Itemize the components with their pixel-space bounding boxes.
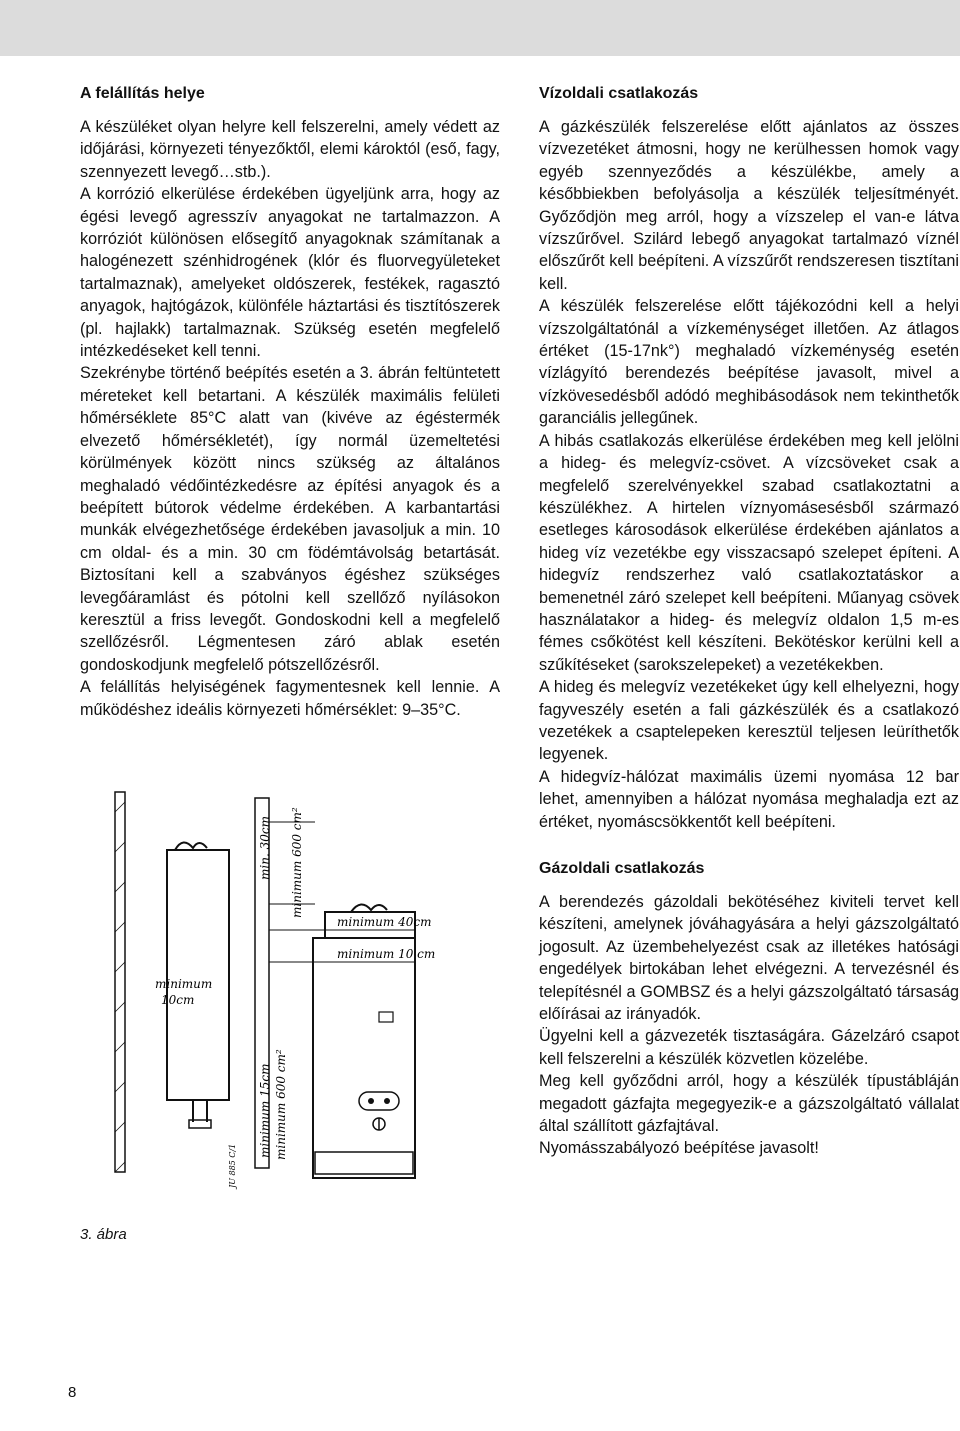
label-minimum: minimum [155,977,213,991]
appliance-side-view [167,850,229,1100]
figure-code: JU 885 C/1 [228,1143,237,1188]
section-heading-water-connection: Vízoldali csatlakozás [539,85,699,102]
figure-caption: 3. ábra [80,1226,127,1243]
paragraph: Szekrénybe történő beépítés esetén a 3. ábrán feltüntetett méreteket kell betartani. A készülék maximális felületi hőmérséklete 85°C alatt van (kivéve az égéstermék elvezető hőmérsékletét), így normál üzemeltetési körülmények között nincs szükség az általános meghaladó védőintézkedésre az építési anyagok és a beépített bútorok védelme érdekében. A karbantartási munkák elvégezhetősége érdekében javasoljuk a min. 10 cm oldal- és a min. 30 cm födémtávolság betartását. Biztosítani kell a szabványos égéshez szükséges levegőáramlást és pótolni kell szellőző nyílásokon keresztül a friss levegőt. Gondoskodni kell a megfelelő szellőzésről. Légmentesen záró ablak esetén gondoskodjunk megfelelő pótszellőzésről. [80,364,500,674]
right-column [539,84,959,1160]
left-wall [115,792,125,1172]
paragraph: A készüléket olyan helyre kell felszerelni, amely védett az időjárási, környezeti tényezőktől, elemi károktól (eső, fagy, szennyezett levegő…stb.). [80,118,500,181]
paragraph: A felállítás helyiségének fagymentesnek kell lennie. A működéshez ideális környezeti hőmérséklet: 9–35°C. [80,678,500,719]
figure-drawing [115,792,436,1192]
appliance-front-view [313,938,415,1178]
label-min-15cm: minimum 15cm [258,1063,272,1158]
top-gray-band [0,0,960,56]
label-min-600cm2-bottom: minimum 600 cm² [274,1049,288,1160]
section-heading-installation-place: A felállítás helye [80,85,205,102]
label-min-30cm: min. 30cm [258,816,272,880]
paragraph: A korrózió elkerülése érdekében ügyeljünk arra, hogy az égési levegő agresszív anyagokat ne tartalmazzon. A korróziót különösen elősegítő anyagoknak számítanak a halogénezett szénhidrogének (klór és fluorvegyületeket tartalmaznak), amelyeket oldószerek, festékek, ragasztó anyagok, hajtógázok, különféle háztartási és tisztítószerek (pl. hajlakk) tartalmaznak. Szükség esetén megfelelő intézkedéseket kell tenni. [80,185,500,361]
paragraph: Meg kell győződni arról, hogy a készülék típustábláján megadott gázfajta megegyezik-e a gázszolgáltató vállalat által szállított gázfajtával. [539,1072,959,1136]
paragraph: A készülék felszerelése előtt tájékozódni kell a helyi vízszolgáltatónál a vízkeménységet illetően. Az átlagos értéket (15-17nk°) meghaladó vízkeménység esetén vízlágyító berendezés beépítése javasolt, mivel a vízkövesedésből adódó meghibásodások nem tekinthetők garanciális jellegűnek. [539,297,959,428]
flue-hood-side [175,842,207,850]
paragraph: Ügyelni kell a gázvezeték tisztaságára. Gázelzáró csapot kell felszerelni a készülék közvetlen közelébe. [539,1027,959,1068]
paragraph: A gázkészülék felszerelése előtt ajánlatos az összes vízvezetéket átmosni, hogy ne kerülhessen homok vagy egyéb szennyeződés a készülékbe, amely a későbbiekben befolyásolja a készülék teljesítményét. Győződjön meg arról, hogy a vízszelep el van-e látva vízszűrővel. Szilárd lebegő anyagokat tartalmazó víznél előszűrőt kell beépíteni. A vízszűrőt rendszeresen tisztítani kell. [539,118,959,293]
flue-hood-front [351,904,387,912]
control-panel [359,1092,399,1110]
label-min-10cm: minimum 10 cm [337,947,436,961]
appliance-bottom [315,1152,413,1174]
label-min-40cm: minimum 40cm [337,915,432,929]
paragraph: Nyomásszabályozó beépítése javasolt! [539,1139,819,1158]
page-number: 8 [68,1384,77,1401]
section-heading-gas-connection: Gázoldali csatlakozás [539,860,705,877]
wall-hatching [115,802,125,1172]
paragraph: A berendezés gázoldali bekötéséhez kiviteli tervet kell készíteni, amelynek jóváhagyására a helyi gázszolgáltató jogosult. Az üzembehelyezést csak az illetékes hatósági engedélyek birtokában lehet elvégezni. A tervezésnél és telepítésnél a GOMBSZ és a helyi gázszolgáltató társaság előírásai az irányadók. [539,893,959,1024]
paragraph: A hidegvíz-hálózat maximális üzemi nyomása 12 bar lehet, amennyiben a hálózat nyomása meghaladja ezt az értéket, nyomáscsökkentőt kell beépíteni. [539,767,959,831]
sight-window [379,1012,393,1022]
paragraph: A hibás csatlakozás elkerülése érdekében meg kell jelölni a hideg- és melegvíz-csövet. A vízcsöveket csak a megfelelő szerelvényekkel szabad csatlakoztatni a készülékhez. A hirtelen víznyomásesésből származó esetleges károsodások elkerülése érdekében ajánlatos a hideg víz vezetékbe egy visszacsapó szelepet építeni. A hidegvíz rendszerhez való csatlakoztatáskor a bemenetnél záró szelepet kell beépíteni. Műanyag csövek használatakor a hideg- és melegvíz oldalon 1,5 m-es fémes csőkötést kell készíteni. Bekötéskor kerülni kell a szűkítéseket (sarokszelepeket) a vezetékekben. [539,431,959,674]
installation-clearance-figure [115,792,436,1192]
paragraph: A hideg és melegvíz vezetékeket úgy kell elhelyezni, hogy fagyveszély esetén a fali gázkészülék és a csatlakozó vezetékek a csaptelepeken keresztül teljesen leüríthetők legyenek. [539,678,959,764]
left-column [80,84,500,721]
label-min-600cm2-top: minimum 600 cm² [290,807,304,918]
label-10cm: 10cm [161,993,195,1007]
